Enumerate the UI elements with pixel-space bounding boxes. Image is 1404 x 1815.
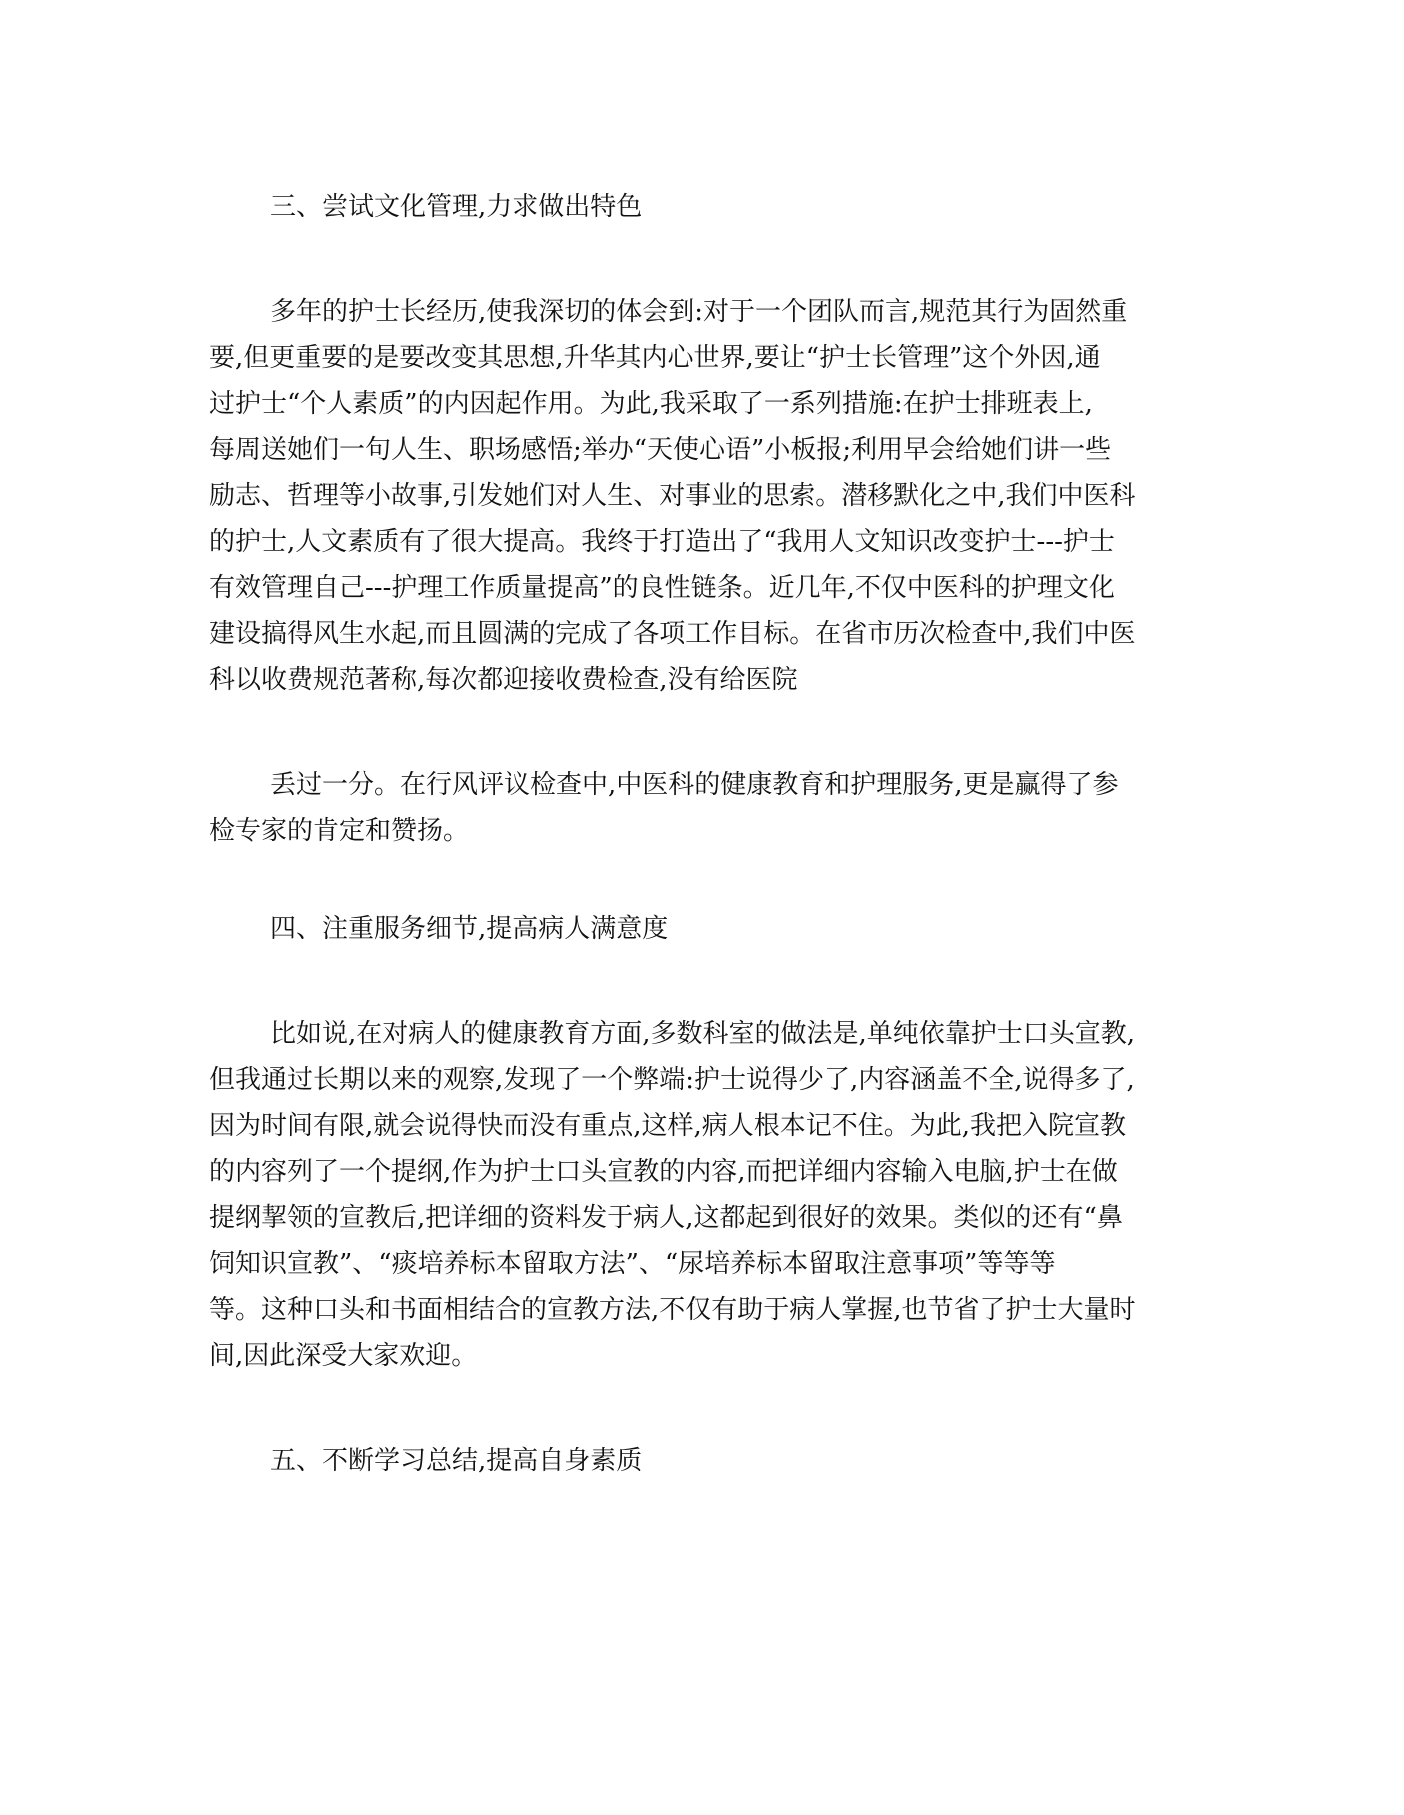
section4-paragraph-line-4: 的内容列了一个提纲,作为护士口头宣教的内容,而把详细内容输入电脑,护士在做 <box>209 1157 1118 1187</box>
section3-paragraph1-line-4: 每周送她们一句人生、职场感悟;举办“天使心语”小板报;利用早会给她们讲一些 <box>209 435 1112 465</box>
section4-paragraph-line-7: 等。这种口头和书面相结合的宣教方法,不仅有助于病人掌握,也节省了护士大量时 <box>209 1295 1136 1325</box>
section3-paragraph1-line-3: 过护士“个人素质”的内因起作用。为此,我采取了一系列措施:在护士排班表上, <box>209 389 1093 419</box>
section4-paragraph-line-2: 但我通过长期以来的观察,发现了一个弊端:护士说得少了,内容涵盖不全,说得多了, <box>209 1065 1135 1095</box>
section3-paragraph2-line-2: 检专家的肯定和赞扬。 <box>209 816 470 846</box>
section4-paragraph-line-3: 因为时间有限,就会说得快而没有重点,这样,病人根本记不住。为此,我把入院宣教 <box>209 1111 1127 1141</box>
section3-paragraph1-line-1: 多年的护士长经历,使我深切的体会到:对于一个团队而言,规范其行为固然重 <box>270 297 1128 327</box>
section3-heading: 三、尝试文化管理,力求做出特色 <box>270 192 643 222</box>
section5-heading: 五、不断学习总结,提高自身素质 <box>270 1446 643 1476</box>
section4-paragraph-line-5: 提纲挈领的宣教后,把详细的资料发于病人,这都起到很好的效果。类似的还有“鼻 <box>209 1203 1123 1233</box>
section4-paragraph-line-8: 间,因此深受大家欢迎。 <box>209 1341 478 1371</box>
section3-paragraph2-line-1: 丢过一分。在行风评议检查中,中医科的健康教育和护理服务,更是赢得了参 <box>270 770 1119 800</box>
section4-paragraph-line-1: 比如说,在对病人的健康教育方面,多数科室的做法是,单纯依靠护士口头宣教, <box>270 1019 1136 1049</box>
section4-heading: 四、注重服务细节,提高病人满意度 <box>270 914 669 944</box>
section3-paragraph1-line-9: 科以收费规范著称,每次都迎接收费检查,没有给医院 <box>209 665 798 695</box>
section3-paragraph1-line-6: 的护士,人文素质有了很大提高。我终于打造出了“我用人文知识改变护士---护士 <box>209 527 1115 557</box>
section3-paragraph1-line-5: 励志、哲理等小故事,引发她们对人生、对事业的思索。潜移默化之中,我们中医科 <box>209 481 1136 511</box>
section3-paragraph1-line-2: 要,但更重要的是要改变其思想,升华其内心世界,要让“护士长管理”这个外因,通 <box>209 343 1101 373</box>
section4-paragraph-line-6: 饲知识宣教”、“痰培养标本留取方法”、“尿培养标本留取注意事项”等等等 <box>209 1249 1056 1279</box>
section3-paragraph1-line-8: 建设搞得风生水起,而且圆满的完成了各项工作目标。在省市历次检查中,我们中医 <box>209 619 1136 649</box>
section3-paragraph1-line-7: 有效管理自己---护理工作质量提高”的良性链条。近几年,不仅中医科的护理文化 <box>209 573 1115 603</box>
